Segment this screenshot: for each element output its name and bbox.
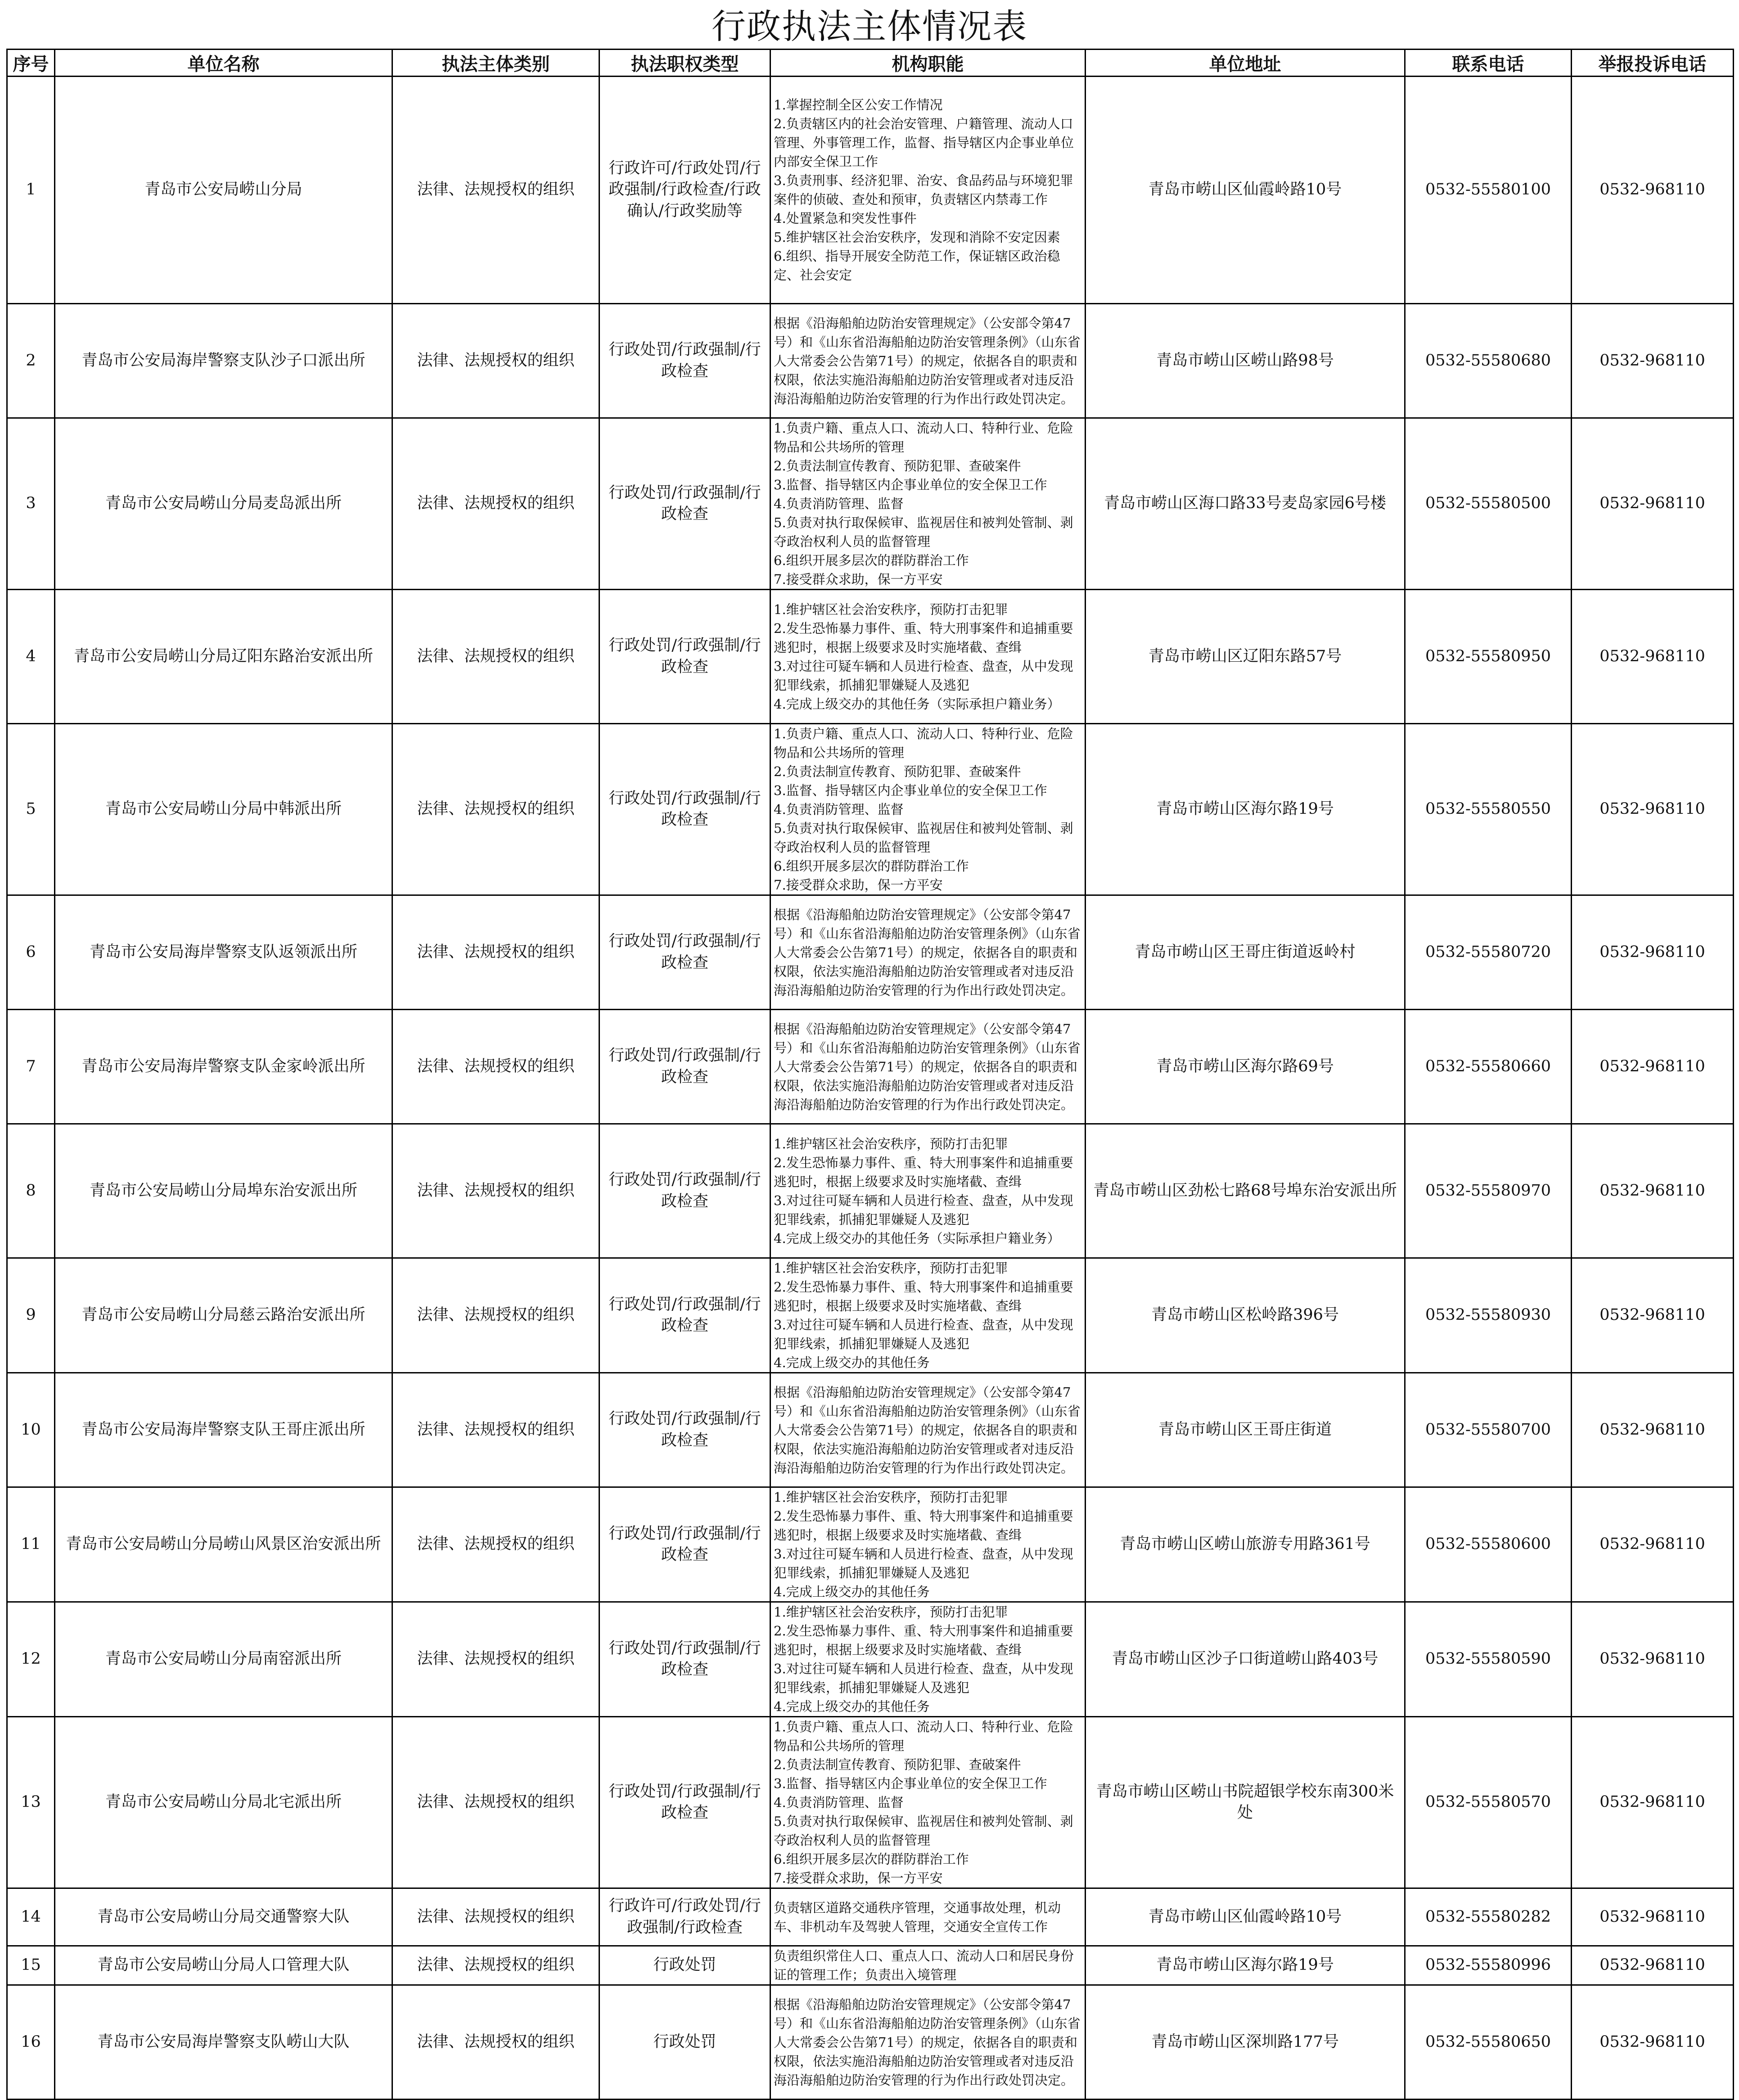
duty-line: 2.发生恐怖暴力事件、重、特大刑事案件和追捕重要逃犯时，根据上级要求及时实施堵截、查缉 (774, 1155, 1073, 1189)
duty-line: 负责辖区道路交通秩序管理，交通事故处理，机动车、非机动车及驾驶人管理，交通安全宣传工作 (774, 1900, 1061, 1934)
unit-address: 青岛市崂山区海尔路19号 (1086, 724, 1405, 895)
unit-address: 青岛市崂山区海口路33号麦岛家园6号楼 (1086, 418, 1405, 590)
row-number: 12 (7, 1602, 55, 1717)
report-phone: 0532-968110 (1572, 1010, 1734, 1124)
row-number: 13 (7, 1717, 55, 1888)
duty-line: 1.负责户籍、重点人口、流动人口、特种行业、危险物品和公共场所的管理 (774, 726, 1073, 760)
duty-line: 3.对过往可疑车辆和人员进行检查、盘查，从中发现犯罪线索，抓捕犯罪嫌疑人及逃犯 (774, 1317, 1073, 1351)
duty-line: 4.完成上级交办的其他任务 (774, 1699, 930, 1714)
row-number: 7 (7, 1010, 55, 1124)
report-phone: 0532-968110 (1572, 418, 1734, 590)
duty-line: 根据《沿海船舶边防治安管理规定》（公安部令第47号）和《山东省沿海船舶边防治安管理条例》（山东省人大常委会公告第71号）的规定，依据各自的职责和权限，依法实施沿海船舶边防治安管理或者对违反沿海沿海船舶边防治安管理的行为作出行政处罚决定。 (774, 907, 1081, 998)
duty-line: 1.负责户籍、重点人口、流动人口、特种行业、危险物品和公共场所的管理 (774, 420, 1073, 455)
duty-line: 5.维护辖区社会治安秩序，发现和消除不安定因素 (774, 230, 1060, 245)
duty-line: 3.监督、指导辖区内企事业单位的安全保卫工作 (774, 477, 1047, 492)
duty-cell (770, 1373, 1086, 1487)
duty-line: 3.对过往可疑车辆和人员进行检查、盘查，从中发现犯罪线索，抓捕犯罪嫌疑人及逃犯 (774, 1192, 1073, 1227)
table-row (7, 1010, 1734, 1124)
unit-address: 青岛市崂山区王哥庄街道返岭村 (1086, 895, 1405, 1010)
duty-line: 5.负责对执行取保候审、监视居住和被判处管制、剥夺政治权利人员的监督管理 (774, 515, 1073, 549)
enforcement-category: 法律、法规授权的组织 (392, 895, 599, 1010)
duty-line: 4.完成上级交办的其他任务（实际承担户籍业务） (774, 696, 1060, 712)
duty-line: 5.负责对执行取保候审、监视居住和被判处管制、剥夺政治权利人员的监督管理 (774, 821, 1073, 855)
unit-address: 青岛市崂山区仙霞岭路10号 (1086, 77, 1405, 304)
duty-cell (770, 1717, 1086, 1888)
duty-line: 根据《沿海船舶边防治安管理规定》（公安部令第47号）和《山东省沿海船舶边防治安管理条例》（山东省人大常委会公告第71号）的规定，依据各自的职责和权限，依法实施沿海船舶边防治安管理或者对违反沿海沿海船舶边防治安管理的行为作出行政处罚决定。 (774, 1384, 1081, 1476)
duty-line: 4.负责消防管理、监督 (774, 802, 904, 817)
power-type: 行政处罚/行政强制/行政检查 (599, 418, 770, 590)
contact-phone: 0532-55580996 (1405, 1946, 1572, 1985)
duty-line: 1.维护辖区社会治安秩序，预防打击犯罪 (774, 1604, 1008, 1620)
table-row (7, 418, 1734, 590)
enforcement-category: 法律、法规授权的组织 (392, 1985, 599, 2100)
duty-cell (770, 1888, 1086, 1946)
report-phone: 0532-968110 (1572, 895, 1734, 1010)
contact-phone: 0532-55580970 (1405, 1124, 1572, 1258)
header-phone: 联系电话 (1405, 50, 1572, 77)
power-type: 行政处罚/行政强制/行政检查 (599, 724, 770, 895)
table-row (7, 724, 1734, 895)
unit-address: 青岛市崂山区海尔路19号 (1086, 1946, 1405, 1985)
duty-cell (770, 1010, 1086, 1124)
power-type: 行政处罚/行政强制/行政检查 (599, 304, 770, 418)
unit-name: 青岛市公安局海岸警察支队崂山大队 (55, 1985, 392, 2100)
enforcement-category: 法律、法规授权的组织 (392, 1258, 599, 1373)
header-report-phone: 举报投诉电话 (1572, 50, 1734, 77)
duty-cell (770, 304, 1086, 418)
report-phone: 0532-968110 (1572, 1373, 1734, 1487)
table-row (7, 1946, 1734, 1985)
row-number: 16 (7, 1985, 55, 2100)
header-power-type: 执法职权类型 (599, 50, 770, 77)
contact-phone: 0532-55580680 (1405, 304, 1572, 418)
unit-name: 青岛市公安局崂山分局 (55, 77, 392, 304)
unit-name: 青岛市公安局崂山分局南窑派出所 (55, 1602, 392, 1717)
power-type: 行政处罚 (599, 1985, 770, 2100)
unit-address: 青岛市崂山区松岭路396号 (1086, 1258, 1405, 1373)
header-address: 单位地址 (1086, 50, 1405, 77)
duty-line: 4.完成上级交办的其他任务（实际承担户籍业务） (774, 1230, 1060, 1246)
power-type: 行政处罚/行政强制/行政检查 (599, 1258, 770, 1373)
row-number: 5 (7, 724, 55, 895)
duty-line: 4.处置紧急和突发性事件 (774, 211, 917, 226)
duty-cell (770, 1487, 1086, 1602)
power-type: 行政许可/行政处罚/行政强制/行政检查/行政确认/行政奖励等 (599, 77, 770, 304)
duty-cell (770, 590, 1086, 724)
table-row (7, 1985, 1734, 2100)
unit-address: 青岛市崂山区劲松七路68号埠东治安派出所 (1086, 1124, 1405, 1258)
report-phone: 0532-968110 (1572, 77, 1734, 304)
contact-phone: 0532-55580550 (1405, 724, 1572, 895)
table-row (7, 590, 1734, 724)
enforcement-table (6, 49, 1734, 2100)
report-phone: 0532-968110 (1572, 1602, 1734, 1717)
unit-name: 青岛市公安局崂山分局辽阳东路治安派出所 (55, 590, 392, 724)
enforcement-category: 法律、法规授权的组织 (392, 1487, 599, 1602)
enforcement-category: 法律、法规授权的组织 (392, 1888, 599, 1946)
row-number: 6 (7, 895, 55, 1010)
duty-line: 2.负责法制宣传教育、预防犯罪、查破案件 (774, 1757, 1021, 1772)
contact-phone: 0532-55580570 (1405, 1717, 1572, 1888)
report-phone: 0532-968110 (1572, 1124, 1734, 1258)
unit-name: 青岛市公安局崂山分局慈云路治安派出所 (55, 1258, 392, 1373)
duty-line: 1.维护辖区社会治安秩序，预防打击犯罪 (774, 1260, 1008, 1276)
unit-name: 青岛市公安局海岸警察支队金家岭派出所 (55, 1010, 392, 1124)
table-row (7, 1373, 1734, 1487)
page-title: 行政执法主体情况表 (712, 6, 1027, 46)
power-type: 行政处罚/行政强制/行政检查 (599, 1717, 770, 1888)
unit-address: 青岛市崂山区辽阳东路57号 (1086, 590, 1405, 724)
duty-line: 6.组织开展多层次的群防群治工作 (774, 858, 969, 874)
power-type: 行政处罚/行政强制/行政检查 (599, 1124, 770, 1258)
contact-phone: 0532-55580650 (1405, 1985, 1572, 2100)
report-phone: 0532-968110 (1572, 1888, 1734, 1946)
unit-name: 青岛市公安局崂山分局埠东治安派出所 (55, 1124, 392, 1258)
duty-line: 2.发生恐怖暴力事件、重、特大刑事案件和追捕重要逃犯时，根据上级要求及时实施堵截、查缉 (774, 620, 1073, 655)
table-row (7, 1487, 1734, 1602)
row-number: 9 (7, 1258, 55, 1373)
duty-line: 3.负责刑事、经济犯罪、治安、食品药品与环境犯罪案件的侦破、查处和预审，负责辖区内禁毒工作 (774, 173, 1073, 207)
enforcement-category: 法律、法规授权的组织 (392, 1373, 599, 1487)
duty-line: 3.对过往可疑车辆和人员进行检查、盘查，从中发现犯罪线索，抓捕犯罪嫌疑人及逃犯 (774, 1546, 1073, 1581)
unit-name: 青岛市公安局崂山分局麦岛派出所 (55, 418, 392, 590)
header-duty: 机构职能 (770, 50, 1086, 77)
duty-line: 3.对过往可疑车辆和人员进行检查、盘查，从中发现犯罪线索，抓捕犯罪嫌疑人及逃犯 (774, 1661, 1073, 1695)
report-phone: 0532-968110 (1572, 1946, 1734, 1985)
row-number: 15 (7, 1946, 55, 1985)
duty-cell (770, 724, 1086, 895)
contact-phone: 0532-55580500 (1405, 418, 1572, 590)
report-phone: 0532-968110 (1572, 1487, 1734, 1602)
contact-phone: 0532-55580100 (1405, 77, 1572, 304)
unit-address: 青岛市崂山区沙子口街道崂山路403号 (1086, 1602, 1405, 1717)
table-row (7, 77, 1734, 304)
table-row (7, 1124, 1734, 1258)
row-number: 11 (7, 1487, 55, 1602)
duty-line: 7.接受群众求助，保一方平安 (774, 572, 943, 587)
enforcement-category: 法律、法规授权的组织 (392, 1946, 599, 1985)
duty-line: 负责组织常住人口、重点人口、流动人口和居民身份证的管理工作；负责出入境管理 (774, 1948, 1074, 1983)
contact-phone: 0532-55580950 (1405, 590, 1572, 724)
enforcement-category: 法律、法规授权的组织 (392, 1717, 599, 1888)
duty-line: 4.负责消防管理、监督 (774, 1795, 904, 1810)
table-row (7, 1888, 1734, 1946)
unit-address: 青岛市崂山区海尔路69号 (1086, 1010, 1405, 1124)
enforcement-category: 法律、法规授权的组织 (392, 1602, 599, 1717)
unit-address: 青岛市崂山区王哥庄街道 (1086, 1373, 1405, 1487)
duty-line: 3.对过往可疑车辆和人员进行检查、盘查，从中发现犯罪线索，抓捕犯罪嫌疑人及逃犯 (774, 658, 1073, 693)
power-type: 行政处罚/行政强制/行政检查 (599, 895, 770, 1010)
power-type: 行政处罚/行政强制/行政检查 (599, 590, 770, 724)
unit-address: 青岛市崂山区崂山书院超银学校东南300米处 (1086, 1717, 1405, 1888)
power-type: 行政处罚 (599, 1946, 770, 1985)
row-number: 2 (7, 304, 55, 418)
header-row (7, 50, 1734, 77)
enforcement-category: 法律、法规授权的组织 (392, 1124, 599, 1258)
enforcement-category: 法律、法规授权的组织 (392, 304, 599, 418)
unit-name: 青岛市公安局崂山分局崂山风景区治安派出所 (55, 1487, 392, 1602)
report-phone: 0532-968110 (1572, 304, 1734, 418)
duty-line: 2.发生恐怖暴力事件、重、特大刑事案件和追捕重要逃犯时，根据上级要求及时实施堵截、查缉 (774, 1279, 1073, 1314)
header-unit-name: 单位名称 (55, 50, 392, 77)
duty-line: 3.监督、指导辖区内企事业单位的安全保卫工作 (774, 783, 1047, 798)
table-row (7, 895, 1734, 1010)
table-row (7, 304, 1734, 418)
unit-name: 青岛市公安局海岸警察支队沙子口派出所 (55, 304, 392, 418)
power-type: 行政处罚/行政强制/行政检查 (599, 1487, 770, 1602)
row-number: 3 (7, 418, 55, 590)
contact-phone: 0532-55580720 (1405, 895, 1572, 1010)
duty-line: 7.接受群众求助，保一方平安 (774, 1870, 943, 1886)
row-number: 4 (7, 590, 55, 724)
duty-cell (770, 418, 1086, 590)
duty-line: 1.负责户籍、重点人口、流动人口、特种行业、危险物品和公共场所的管理 (774, 1719, 1073, 1753)
report-phone: 0532-968110 (1572, 1717, 1734, 1888)
header-category: 执法主体类别 (392, 50, 599, 77)
power-type: 行政处罚/行政强制/行政检查 (599, 1602, 770, 1717)
duty-line: 根据《沿海船舶边防治安管理规定》（公安部令第47号）和《山东省沿海船舶边防治安管理条例》（山东省人大常委会公告第71号）的规定，依据各自的职责和权限，依法实施沿海船舶边防治安管理或者对违反沿海沿海船舶边防治安管理的行为作出行政处罚决定。 (774, 315, 1081, 406)
header-no: 序号 (7, 50, 55, 77)
duty-line: 根据《沿海船舶边防治安管理规定》（公安部令第47号）和《山东省沿海船舶边防治安管理条例》（山东省人大常委会公告第71号）的规定，依据各自的职责和权限，依法实施沿海船舶边防治安管理或者对违反沿海沿海船舶边防治安管理的行为作出行政处罚决定。 (774, 1996, 1081, 2088)
unit-address: 青岛市崂山区崂山路98号 (1086, 304, 1405, 418)
table-body (7, 77, 1734, 2100)
contact-phone: 0532-55580660 (1405, 1010, 1572, 1124)
duty-line: 1.维护辖区社会治安秩序，预防打击犯罪 (774, 1490, 1008, 1505)
duty-cell (770, 895, 1086, 1010)
duty-line: 1.维护辖区社会治安秩序，预防打击犯罪 (774, 601, 1008, 617)
unit-name: 青岛市公安局海岸警察支队返领派出所 (55, 895, 392, 1010)
contact-phone: 0532-55580282 (1405, 1888, 1572, 1946)
table-row (7, 1602, 1734, 1717)
row-number: 1 (7, 77, 55, 304)
duty-line: 1.掌握控制全区公安工作情况 (774, 97, 943, 113)
duty-line: 2.负责法制宣传教育、预防犯罪、查破案件 (774, 764, 1021, 779)
duty-line: 2.发生恐怖暴力事件、重、特大刑事案件和追捕重要逃犯时，根据上级要求及时实施堵截、查缉 (774, 1508, 1073, 1543)
row-number: 8 (7, 1124, 55, 1258)
duty-cell (770, 1258, 1086, 1373)
enforcement-category: 法律、法规授权的组织 (392, 590, 599, 724)
unit-name: 青岛市公安局海岸警察支队王哥庄派出所 (55, 1373, 392, 1487)
unit-name: 青岛市公安局崂山分局中韩派出所 (55, 724, 392, 895)
duty-line: 5.负责对执行取保候审、监视居住和被判处管制、剥夺政治权利人员的监督管理 (774, 1814, 1073, 1848)
duty-line: 4.完成上级交办的其他任务 (774, 1355, 930, 1370)
unit-address: 青岛市崂山区崂山旅游专用路361号 (1086, 1487, 1405, 1602)
duty-line: 2.负责辖区内的社会治安管理、户籍管理、流动人口管理、外事管理工作，监督、指导辖区内企事业单位内部安全保卫工作 (774, 116, 1074, 169)
contact-phone: 0532-55580930 (1405, 1258, 1572, 1373)
duty-line: 根据《沿海船舶边防治安管理规定》（公安部令第47号）和《山东省沿海船舶边防治安管理条例》（山东省人大常委会公告第71号）的规定，依据各自的职责和权限，依法实施沿海船舶边防治安管理或者对违反沿海沿海船舶边防治安管理的行为作出行政处罚决定。 (774, 1021, 1081, 1112)
unit-name: 青岛市公安局崂山分局北宅派出所 (55, 1717, 392, 1888)
table-row (7, 1258, 1734, 1373)
power-type: 行政处罚/行政强制/行政检查 (599, 1010, 770, 1124)
report-phone: 0532-968110 (1572, 724, 1734, 895)
contact-phone: 0532-55580600 (1405, 1487, 1572, 1602)
contact-phone: 0532-55580590 (1405, 1602, 1572, 1717)
duty-line: 1.维护辖区社会治安秩序，预防打击犯罪 (774, 1136, 1008, 1152)
duty-cell (770, 77, 1086, 304)
enforcement-category: 法律、法规授权的组织 (392, 418, 599, 590)
row-number: 14 (7, 1888, 55, 1946)
unit-address: 青岛市崂山区仙霞岭路10号 (1086, 1888, 1405, 1946)
duty-line: 6.组织开展多层次的群防群治工作 (774, 1852, 969, 1867)
table-row (7, 1717, 1734, 1888)
duty-cell (770, 1946, 1086, 1985)
duty-line: 7.接受群众求助，保一方平安 (774, 877, 943, 893)
duty-cell (770, 1985, 1086, 2100)
duty-line: 6.组织开展多层次的群防群治工作 (774, 553, 969, 568)
row-number: 10 (7, 1373, 55, 1487)
duty-line: 3.监督、指导辖区内企事业单位的安全保卫工作 (774, 1776, 1047, 1791)
power-type: 行政许可/行政处罚/行政强制/行政检查 (599, 1888, 770, 1946)
contact-phone: 0532-55580700 (1405, 1373, 1572, 1487)
duty-line: 4.完成上级交办的其他任务 (774, 1584, 930, 1599)
enforcement-category: 法律、法规授权的组织 (392, 1010, 599, 1124)
report-phone: 0532-968110 (1572, 1258, 1734, 1373)
unit-name: 青岛市公安局崂山分局交通警察大队 (55, 1888, 392, 1946)
duty-line: 6.组织、指导开展安全防范工作，保证辖区政治稳定、社会安定 (774, 248, 1060, 283)
report-phone: 0532-968110 (1572, 1985, 1734, 2100)
unit-name: 青岛市公安局崂山分局人口管理大队 (55, 1946, 392, 1985)
duty-line: 4.负责消防管理、监督 (774, 496, 904, 511)
power-type: 行政处罚/行政强制/行政检查 (599, 1373, 770, 1487)
duty-line: 2.负责法制宣传教育、预防犯罪、查破案件 (774, 458, 1021, 474)
duty-line: 2.发生恐怖暴力事件、重、特大刑事案件和追捕重要逃犯时，根据上级要求及时实施堵截、查缉 (774, 1623, 1073, 1657)
enforcement-category: 法律、法规授权的组织 (392, 724, 599, 895)
unit-address: 青岛市崂山区深圳路177号 (1086, 1985, 1405, 2100)
duty-cell (770, 1124, 1086, 1258)
report-phone: 0532-968110 (1572, 590, 1734, 724)
duty-cell (770, 1602, 1086, 1717)
enforcement-category: 法律、法规授权的组织 (392, 77, 599, 304)
